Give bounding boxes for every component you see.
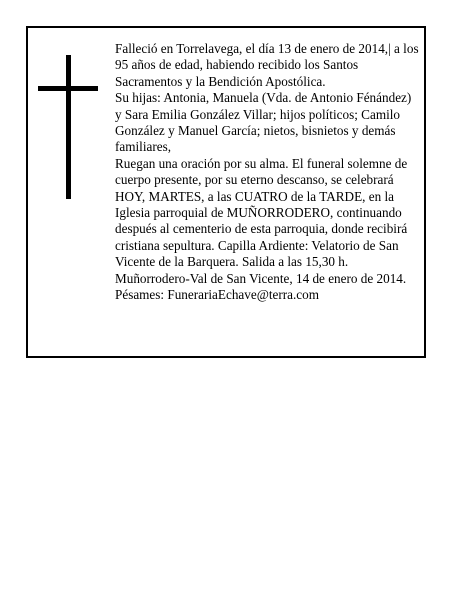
- funeral-details: Ruegan una oración por su alma. El funeral solemne de cuerpo presente, por su eterno descanso, se celebrará HOY, MARTES, a las CUATRO de la TARDE, en la Iglesia parroquial de MUÑORRODERO, continuando después al cementerio de esta parroquia, donde recibirá cristiana sepultura. Capilla Ardiente: Velatorio de San Vicente de la Barquera. Salida a las 15,30 h.: [115, 155, 408, 270]
- obituary-notice: [26, 26, 426, 358]
- family-members: Su hijas: Antonia, Manuela (Vda. de Antonio Fénández) y Sara Emilia González Villar; hijos políticos; Camilo González y Manuel García; nietos, bisnietos y demás familiares,: [115, 90, 412, 155]
- cross-icon: [38, 55, 98, 199]
- notice-text: [115, 41, 421, 304]
- condolences-email: Pésames: FunerariaEchave@terra.com: [115, 287, 320, 303]
- cross-horizontal-bar: [38, 86, 98, 91]
- death-announcement: Falleció en Torrelavega, el día 13 de enero de 2014,| a los 95 años de edad, habiendo recibido los Santos Sacramentos y la Bendición Apostólica.: [115, 41, 419, 89]
- place-and-date: Muñorrodero-Val de San Vicente, 14 de enero de 2014.: [115, 270, 407, 286]
- cross-vertical-bar: [66, 55, 71, 199]
